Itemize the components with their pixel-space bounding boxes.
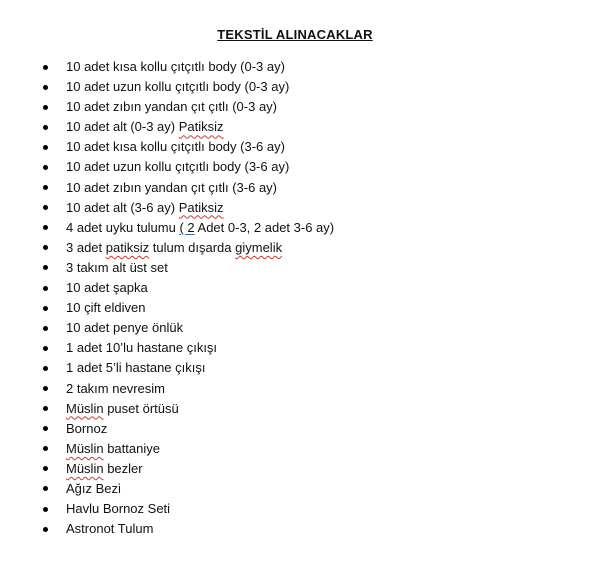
list-item <box>40 459 334 479</box>
bullet-icon <box>43 306 48 311</box>
list-item-text: 1 adet 10’lu hastane çıkışı <box>66 340 218 356</box>
list-item-text: 10 adet kısa kollu çıtçıtlı body (3-6 ay) <box>66 139 285 155</box>
list-item-text: 3 adet <box>66 239 106 255</box>
list-item-text: 3 takım alt üst set <box>66 259 168 275</box>
list-item <box>40 97 334 117</box>
bullet-icon <box>43 326 48 331</box>
list-item <box>40 157 334 177</box>
list-item-text: Adet 0-3, 2 adet 3-6 ay) <box>194 219 335 235</box>
list-item-text: Ağız Bezi <box>66 480 121 496</box>
list-item-text: 10 adet uzun kollu çıtçıtlı body (0-3 ay) <box>66 79 290 95</box>
bullet-icon <box>43 185 48 190</box>
document-title: TEKSTİL ALINACAKLAR <box>217 27 373 42</box>
bullet-icon <box>43 65 48 70</box>
bullet-icon <box>43 366 48 371</box>
list-item-text: Astronot Tulum <box>66 521 154 537</box>
bullet-list <box>40 57 334 539</box>
bullet-icon <box>43 145 48 150</box>
list-item <box>40 298 334 318</box>
list-item <box>40 137 334 157</box>
bullet-icon <box>43 466 48 471</box>
list-item <box>40 519 334 539</box>
list-item <box>40 117 334 137</box>
spellcheck-flagged-word: Patiksiz <box>178 119 224 135</box>
bullet-icon <box>43 105 48 110</box>
list-item <box>40 238 334 258</box>
list-item <box>40 419 334 439</box>
list-item-text: Bornoz <box>66 420 108 436</box>
list-item <box>40 218 334 238</box>
list-item <box>40 258 334 278</box>
bullet-icon <box>43 265 48 270</box>
bullet-icon <box>43 486 48 491</box>
list-item-text: 10 adet zıbın yandan çıt çıtlı (0-3 ay) <box>66 99 278 115</box>
spellcheck-flagged-word: Müslin <box>66 460 104 476</box>
list-item-text: 10 adet zıbın yandan çıt çıtlı (3-6 ay) <box>66 179 278 195</box>
bullet-icon <box>43 286 48 291</box>
bullet-icon <box>43 165 48 170</box>
list-item-text: 4 adet uyku tulumu <box>66 219 180 235</box>
bullet-icon <box>43 245 48 250</box>
bullet-icon <box>43 507 48 512</box>
list-item <box>40 439 334 459</box>
list-item-text: 2 takım nevresim <box>66 380 165 396</box>
list-item <box>40 198 334 218</box>
list-item-text: 1 adet 5’li hastane çıkışı <box>66 360 206 376</box>
bullet-icon <box>43 446 48 451</box>
bullet-icon <box>43 225 48 230</box>
bullet-icon <box>43 386 48 391</box>
list-item <box>40 278 334 298</box>
list-item <box>40 57 334 77</box>
list-item <box>40 318 334 338</box>
bullet-icon <box>43 205 48 210</box>
list-item-text: 10 çift eldiven <box>66 300 146 316</box>
grammar-flagged-text: ( 2 <box>179 219 195 235</box>
list-item-text: 10 adet alt (0-3 ay) <box>66 119 179 135</box>
list-item-text: 10 adet şapka <box>66 280 148 296</box>
bullet-icon <box>43 426 48 431</box>
list-item-text: puset örtüsü <box>103 400 179 416</box>
list-item-text: 10 adet alt (3-6 ay) <box>66 199 179 215</box>
list-item <box>40 499 334 519</box>
bullet-icon <box>43 527 48 532</box>
list-item-text: tulum dışarda <box>149 239 236 255</box>
list-item <box>40 77 334 97</box>
list-item-text: 10 adet kısa kollu çıtçıtlı body (0-3 ay) <box>66 59 285 74</box>
spellcheck-flagged-word: patiksiz <box>105 239 150 255</box>
list-item <box>40 379 334 399</box>
bullet-icon <box>43 125 48 130</box>
list-item-text: bezler <box>103 460 143 476</box>
list-item <box>40 178 334 198</box>
bullet-icon <box>43 346 48 351</box>
list-item-text: 10 adet penye önlük <box>66 320 184 336</box>
list-item-text: 10 adet uzun kollu çıtçıtlı body (3-6 ay) <box>66 159 290 175</box>
spellcheck-flagged-word: Müslin <box>66 440 104 456</box>
list-item <box>40 399 334 419</box>
bullet-icon <box>43 406 48 411</box>
bullet-icon <box>43 85 48 90</box>
list-item-text: Havlu Bornoz Seti <box>66 501 171 517</box>
spellcheck-flagged-word: Müslin <box>66 400 104 416</box>
list-item <box>40 479 334 499</box>
list-item <box>40 338 334 358</box>
spellcheck-flagged-word: giymelik <box>235 239 283 255</box>
spellcheck-flagged-word: Patiksiz <box>178 199 224 215</box>
list-item <box>40 358 334 378</box>
list-item-text: battaniye <box>103 440 160 456</box>
